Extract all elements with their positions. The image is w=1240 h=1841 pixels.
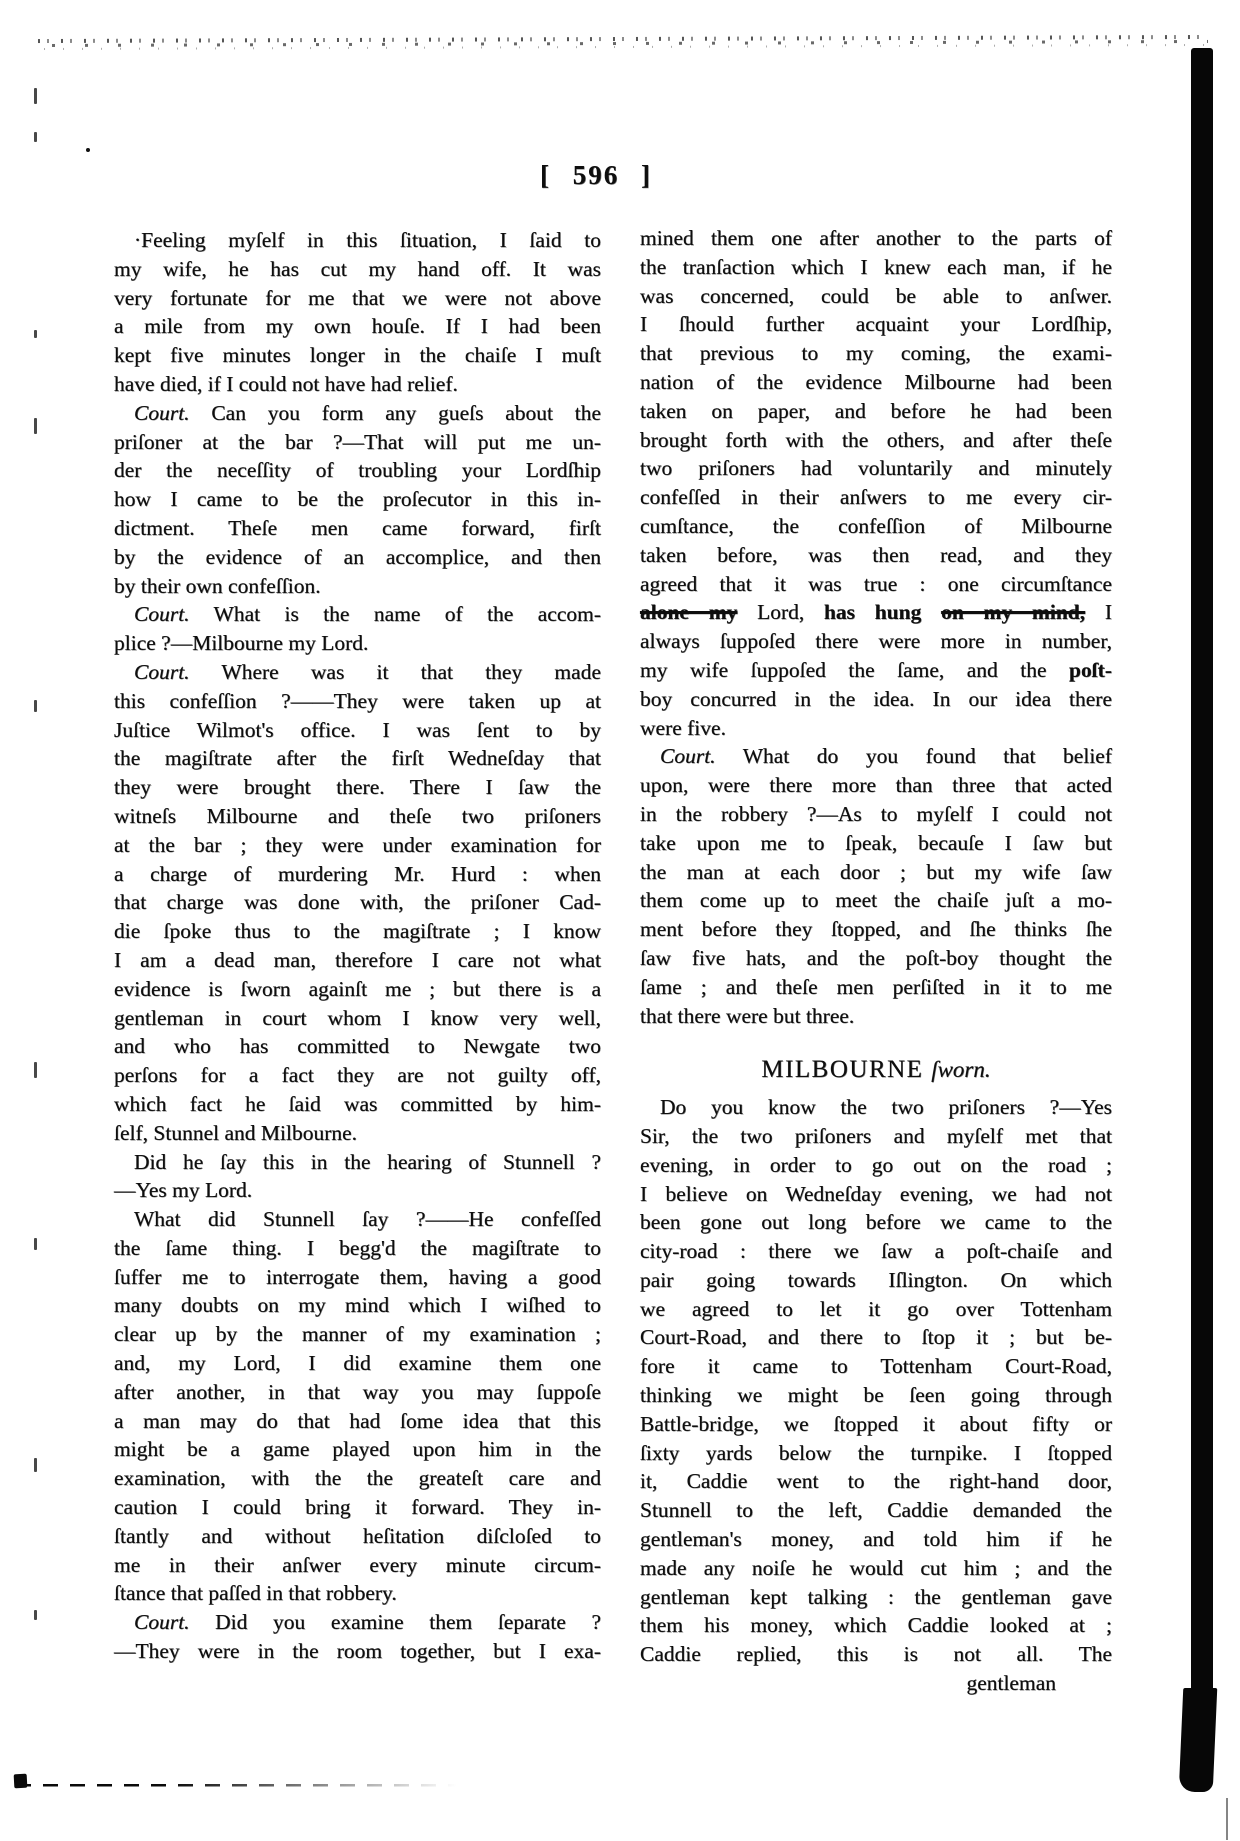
text-line: might be a game played upon him in the xyxy=(114,1437,601,1462)
page-number: [ 596 ] xyxy=(540,160,652,190)
scan-binding-bar-flare xyxy=(1179,1688,1218,1792)
scan-noise-band xyxy=(38,32,1208,52)
text-line: by the evidence of an accomplice, and then xyxy=(114,544,601,569)
text-line: we agreed to let it go over Tottenham xyxy=(640,1296,1112,1321)
scan-margin-tick xyxy=(34,88,37,104)
text-line: agreed that it was true : one circumſtance xyxy=(640,571,1112,596)
text-line: dictment. Theſe men came forward, firſt xyxy=(114,515,601,540)
text-line: boy concurred in the idea. In our idea there xyxy=(640,686,1112,711)
text-line: kept five minutes longer in the chaiſe I muſt xyxy=(114,343,601,368)
text-line: many doubts on my mind which I wiſhed to xyxy=(114,1293,601,1318)
text-line: confeſſed in their anſwers to me every cir- xyxy=(640,485,1112,510)
section-heading: MILBOURNE ſworn. xyxy=(761,1056,991,1084)
text-line: ſame ; and theſe men perſiſted in it to me xyxy=(640,974,1112,999)
scan-edge-hairline xyxy=(1226,1798,1228,1840)
text-line: this confeſſion ?——They were taken up at xyxy=(114,688,601,713)
scan-margin-tick xyxy=(34,1062,37,1078)
text-line: gentleman's money, and told him if he xyxy=(640,1527,1112,1552)
text-line: and, my Lord, I did examine them one xyxy=(114,1351,601,1376)
text-line: taken on paper, and before he had been xyxy=(640,398,1112,423)
scan-ink-speck xyxy=(86,148,90,152)
text-line: that previous to my coming, the exami- xyxy=(640,341,1112,366)
text-line: they were brought there. There I ſaw the xyxy=(114,775,601,800)
text-line: What did Stunnell ſay ?——He confeſſed xyxy=(134,1207,601,1232)
text-line: thinking we might be ſeen going through xyxy=(640,1383,1112,1408)
text-line: caution I could bring it forward. They in- xyxy=(114,1495,601,1520)
text-line: Sir, the two priſoners and myſelf met that xyxy=(640,1123,1112,1148)
text-line: mined them one after another to the parts of xyxy=(640,226,1112,250)
text-line: Court. What is the name of the accom- xyxy=(134,602,601,627)
text-line: two priſoners had voluntarily and minutely xyxy=(640,456,1112,481)
text-line: Court. Where was it that they made xyxy=(134,659,601,684)
text-line: Court. Can you form any gueſs about the xyxy=(134,400,601,425)
scan-margin-tick xyxy=(34,1458,37,1472)
text-line: evening, in order to go out on the road ; xyxy=(640,1152,1112,1177)
scan-margin-tick xyxy=(34,1610,37,1620)
scan-margin-tick xyxy=(34,700,37,712)
text-line: perſons for a fact they are not guilty off, xyxy=(114,1063,601,1088)
text-line: brought forth with the others, and after theſe xyxy=(640,427,1112,452)
catchword: gentleman xyxy=(966,1671,1056,1696)
text-line: the magiſtrate after the firſt Wedneſday that xyxy=(114,746,601,771)
text-line: after another, in that way you may ſuppoſe xyxy=(114,1379,601,1404)
text-line: the tranſaction which I knew each man, if he xyxy=(640,254,1112,279)
text-line: priſoner at the bar ?—That will put me un- xyxy=(114,429,601,454)
text-line: made any noiſe he would cut him ; and the xyxy=(640,1555,1112,1580)
text-line: the ſame thing. I begg'd the magiſtrate to xyxy=(114,1235,601,1260)
text-line: Stunnell to the left, Caddie demanded the xyxy=(640,1498,1112,1523)
text-line: them come up to meet the chaiſe juſt a mo- xyxy=(640,888,1112,913)
text-line: Court. Did you examine them ſeparate ? xyxy=(134,1610,601,1635)
text-line: taken before, was then read, and they xyxy=(640,542,1112,567)
text-line: always ſuppoſed there were more in number, xyxy=(640,629,1112,654)
text-line: in the robbery ?—As to myſelf I could not xyxy=(640,801,1112,826)
text-line: Caddie replied, this is not all. The xyxy=(640,1642,1112,1667)
text-column-right xyxy=(640,224,1112,1698)
scan-margin-tick xyxy=(34,330,37,338)
text-line: Court. What do you found that belief xyxy=(660,744,1112,769)
text-line: and who has committed to Newgate two xyxy=(114,1034,601,1059)
text-line: evidence is ſworn againſt me ; but there is a xyxy=(114,976,601,1001)
text-line: I ſhould further acquaint your Lordſhip, xyxy=(640,312,1112,337)
text-line: cumſtance, the confeſſion of Milbourne xyxy=(640,513,1112,538)
text-line: was concerned, could be able to anſwer. xyxy=(640,283,1112,308)
text-line: gentleman in court whom I know very well, xyxy=(114,1005,601,1030)
text-line: it, Caddie went to the right-hand door, xyxy=(640,1469,1112,1494)
text-line: Court-Road, and there to ſtop it ; but be- xyxy=(640,1325,1112,1350)
text-line: —They were in the room together, but I exa- xyxy=(114,1639,601,1664)
scan-bottom-dashed-line xyxy=(16,1783,456,1788)
text-line: my wife, he has cut my hand off. It was xyxy=(114,256,601,281)
text-line: were five. xyxy=(640,715,726,740)
text-line: ·Feeling myſelf in this ſituation, I ſaid to xyxy=(134,228,601,252)
text-line: how I came to be the proſecutor in this in- xyxy=(114,487,601,512)
text-line: fore it came to Tottenham Court-Road, xyxy=(640,1354,1112,1379)
text-line: witneſs Milbourne and theſe two priſoners xyxy=(114,803,601,828)
scan-margin-tick xyxy=(34,1238,37,1250)
text-line: a charge of murdering Mr. Hurd : when xyxy=(114,861,601,886)
text-line: ſaw five hats, and the poſt-boy thought the xyxy=(640,945,1112,970)
text-line: ſelf, Stunnel and Milbourne. xyxy=(114,1120,358,1145)
text-column-left xyxy=(114,226,601,1666)
scan-binding-bar xyxy=(1191,48,1213,1696)
scan-margin-tick xyxy=(34,418,37,434)
text-line: them his money, which Caddie looked at ; xyxy=(640,1613,1112,1638)
text-line: which fact he ſaid was committed by him- xyxy=(114,1091,601,1116)
text-line: very fortunate for me that we were not above xyxy=(114,285,601,310)
text-line: plice ?—Milbourne my Lord. xyxy=(114,631,369,656)
text-line: city-road : there we ſaw a poſt-chaiſe and xyxy=(640,1239,1112,1264)
scan-bottom-ink-blob xyxy=(14,1774,28,1789)
text-line: Did he ſay this in the hearing of Stunnell ? xyxy=(134,1149,601,1174)
text-line: a mile from my own houſe. If I had been xyxy=(114,314,601,339)
text-line: by their own confeſſion. xyxy=(114,573,321,598)
text-line: take upon me to ſpeak, becauſe I ſaw but xyxy=(640,830,1112,855)
text-line: examination, with the the greateſt care and xyxy=(114,1466,601,1491)
text-line: ment before they ſtopped, and ſhe thinks ſhe xyxy=(640,917,1112,942)
scan-margin-tick xyxy=(34,132,37,142)
text-line: been gone out long before we came to the xyxy=(640,1210,1112,1235)
text-line: gentleman kept talking : the gentleman gave xyxy=(640,1584,1112,1609)
text-line: Battle-bridge, we ſtopped it about fifty or xyxy=(640,1411,1112,1436)
text-line: that charge was done with, the priſoner Cad- xyxy=(114,890,601,915)
text-line: alone my Lord, has hung on my mind, I xyxy=(640,600,1112,625)
text-line: ſtance that paſſed in that robbery. xyxy=(114,1581,397,1606)
text-line: Juſtice Wilmot's office. I was ſent to by xyxy=(114,717,601,742)
text-line: clear up by the manner of my examination ; xyxy=(114,1322,601,1347)
text-line: at the bar ; they were under examination for xyxy=(114,832,601,857)
text-line: that there were but three. xyxy=(640,1003,855,1028)
text-line: —Yes my Lord. xyxy=(114,1178,253,1203)
text-line: der the neceſſity of troubling your Lordſhip xyxy=(114,458,601,483)
text-line: I believe on Wedneſday evening, we had not xyxy=(640,1181,1112,1206)
text-line: die ſpoke thus to the magiſtrate ; I know xyxy=(114,919,601,944)
text-line: upon, were there more than three that acted xyxy=(640,773,1112,798)
text-line: pair going towards Iſlington. On which xyxy=(640,1267,1112,1292)
text-line: nation of the evidence Milbourne had been xyxy=(640,369,1112,394)
text-line: ſuffer me to interrogate them, having a good xyxy=(114,1264,601,1289)
text-line: a man may do that had ſome idea that this xyxy=(114,1408,601,1433)
text-line: my wife ſuppoſed the ſame, and the poſt- xyxy=(640,657,1112,682)
text-line: I am a dead man, therefore I care not what xyxy=(114,947,601,972)
text-line: ſixty yards below the turnpike. I ſtopped xyxy=(640,1440,1112,1465)
text-line: Do you know the two priſoners ?—Yes xyxy=(660,1095,1112,1120)
text-line: ſtantly and without heſitation diſcloſed to xyxy=(114,1523,601,1548)
text-line: me in their anſwer every minute circum- xyxy=(114,1552,601,1577)
text-line: have died, if I could not have had relief. xyxy=(114,371,458,396)
text-line: the man at each door ; but my wife ſaw xyxy=(640,859,1112,884)
